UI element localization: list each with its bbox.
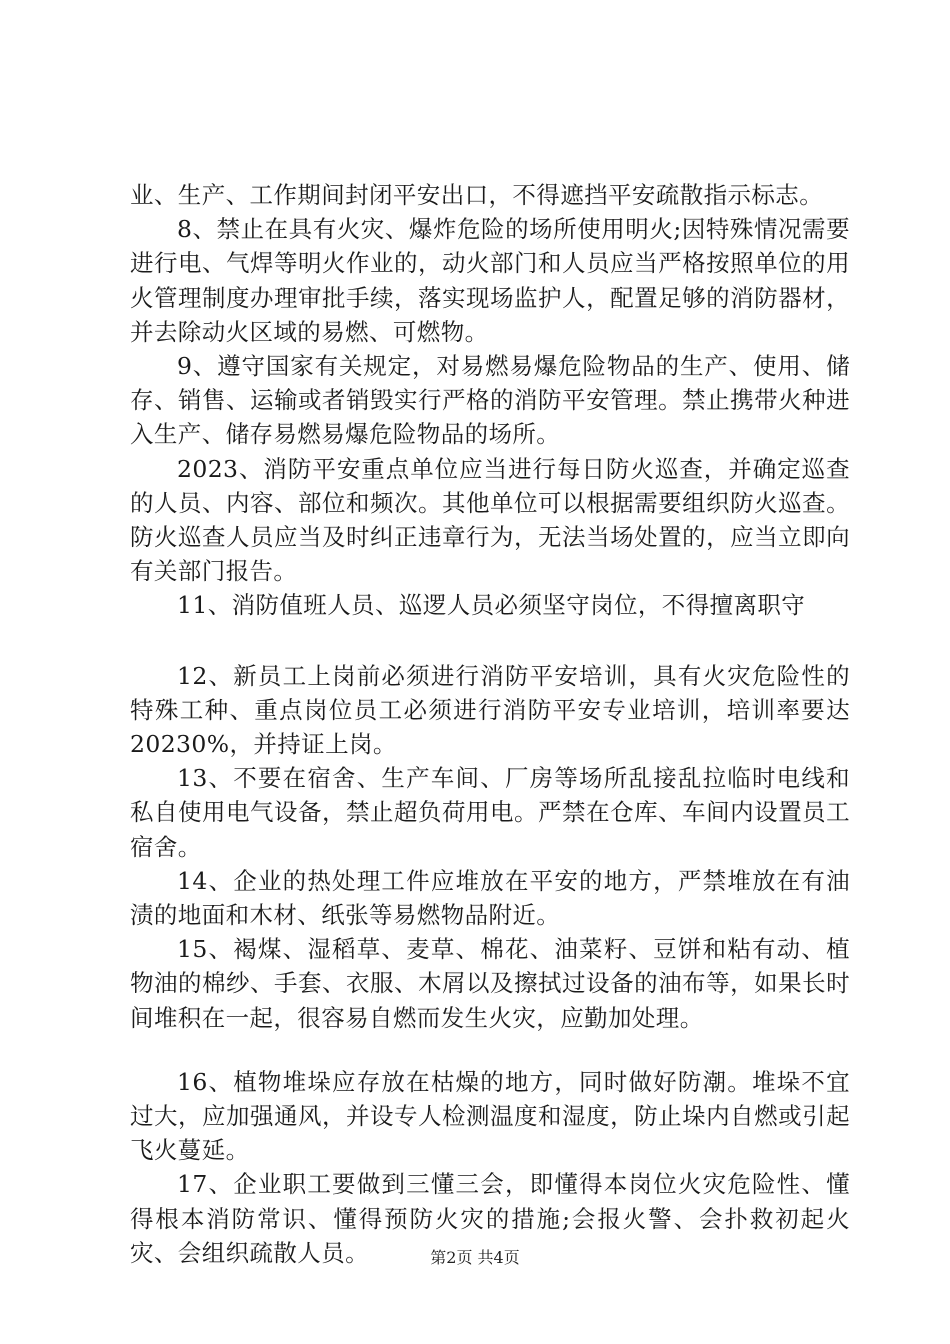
- paragraph-item-10: 2023、消防平安重点单位应当进行每日防火巡查，并确定巡查的人员、内容、部位和频次。其他单位可以根据需要组织防火巡查。防火巡查人员应当及时纠正违章行为，无法当场处置的，应当立即向有关部门报告。: [130, 454, 850, 586]
- paragraph-continuation: 业、生产、工作期间封闭平安出口，不得遮挡平安疏散指示标志。: [130, 181, 824, 209]
- page-number-footer: 第2页 共4页: [430, 1248, 520, 1267]
- paragraph-gap: [130, 1035, 850, 1065]
- paragraph-item-8: 8、禁止在具有火灾、爆炸危险的场所使用明火;因特殊情况需要进行电、气焊等明火作业的，动火部门和人员应当严格按照单位的用火管理制度办理审批手续，落实现场监护人，配置足够的消防器材，并去除动火区域的易燃、可燃物。: [130, 215, 850, 346]
- paragraph-item-16: 16、植物堆垛应存放在枯燥的地方，同时做好防潮。堆垛不宜过大，应加强通风，并设专人检测温度和湿度，防止垛内自燃或引起飞火蔓延。: [130, 1067, 850, 1165]
- paragraph-item-12: 12、新员工上岗前必须进行消防平安培训，具有火灾危险性的特殊工种、重点岗位员工必须进行消防平安专业培训，培训率要达20230%，并持证上岗。: [130, 661, 850, 759]
- paragraph-gap: [130, 623, 850, 659]
- paragraph-item-15: 15、褐煤、湿稻草、麦草、棉花、油菜籽、豆饼和粘有动、植物油的棉纱、手套、衣服、木屑以及擦拭过设备的油布等，如果长时间堆积在一起，很容易自燃而发生火灾，应勤加处理。: [130, 935, 850, 1032]
- paragraph-item-14: 14、企业的热处理工件应堆放在平安的地方，严禁堆放在有油渍的地面和木材、纸张等易燃物品附近。: [130, 866, 850, 930]
- paragraph-item-9: 9、遵守国家有关规定，对易燃易爆危险物品的生产、使用、储存、销售、运输或者销毁实行严格的消防平安管理。禁止携带火种进入生产、储存易燃易爆危险物品的场所。: [130, 352, 850, 449]
- document-body: [130, 178, 850, 1270]
- paragraph-item-11: 11、消防值班人员、巡逻人员必须坚守岗位，不得擅离职守: [177, 591, 806, 620]
- paragraph-item-17: 17、企业职工要做到三懂三会，即懂得本岗位火灾危险性、懂得根本消防常识、懂得预防火灾的措施;会报火警、会扑救初起火灾、会组织疏散人员。: [130, 1170, 850, 1267]
- paragraph-item-13: 13、不要在宿舍、生产车间、厂房等场所乱接乱拉临时电线和私自使用电气设备，禁止超负荷用电。严禁在仓库、车间内设置员工宿舍。: [130, 764, 850, 861]
